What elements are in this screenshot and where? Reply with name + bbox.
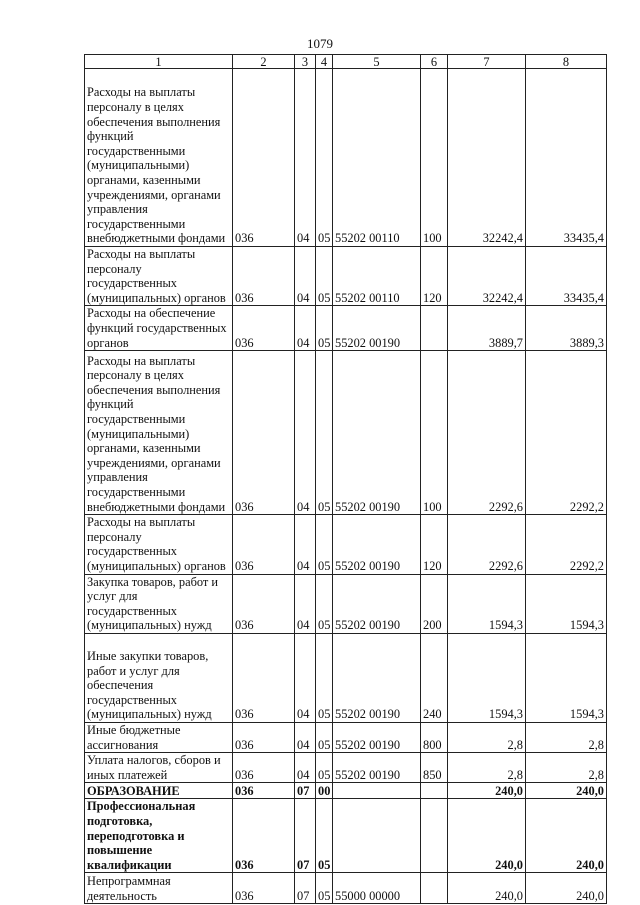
column-header: 4 <box>316 55 333 69</box>
row-target-article: 55202 00190 <box>333 306 421 351</box>
row-amount-year1: 32242,4 <box>448 247 526 306</box>
row-subsection: 05 <box>316 69 333 247</box>
row-expense-type <box>421 873 448 904</box>
column-header: 8 <box>526 55 607 69</box>
row-subsection: 05 <box>316 574 333 633</box>
row-name: Расходы на выплаты персоналу в целях обеспечения выполнения функций государственными (муниципальными) органами, казенными учреждениями, органами управления государственными внебюджетными фондами <box>85 69 233 247</box>
row-expense-type: 120 <box>421 515 448 574</box>
row-grbs: 036 <box>233 753 295 783</box>
table-row <box>85 306 607 351</box>
table-row <box>85 69 607 247</box>
row-amount-year2: 1594,3 <box>526 574 607 633</box>
row-expense-type: 850 <box>421 753 448 783</box>
row-target-article: 55202 00190 <box>333 351 421 515</box>
row-name: Расходы на выплаты персоналу в целях обеспечения выполнения функций государственными (муниципальными) органами, казенными учреждениями, органами управления государственными внебюджетными фондами <box>85 351 233 515</box>
column-header: 1 <box>85 55 233 69</box>
row-amount-year1: 2292,6 <box>448 515 526 574</box>
row-section: 04 <box>295 351 316 515</box>
row-amount-year2: 1594,3 <box>526 633 607 722</box>
column-header: 7 <box>448 55 526 69</box>
row-name: Иные бюджетные ассигнования <box>85 722 233 752</box>
row-amount-year2: 2,8 <box>526 722 607 752</box>
row-amount-year1: 2292,6 <box>448 351 526 515</box>
row-subsection: 05 <box>316 633 333 722</box>
row-expense-type: 100 <box>421 351 448 515</box>
table-row <box>85 247 607 306</box>
table-row <box>85 753 607 783</box>
row-target-article: 55202 00190 <box>333 515 421 574</box>
row-subsection: 05 <box>316 753 333 783</box>
column-header-row <box>85 55 607 69</box>
row-subsection: 00 <box>316 783 333 799</box>
row-target-article <box>333 783 421 799</box>
row-grbs: 036 <box>233 515 295 574</box>
budget-table <box>84 54 607 904</box>
column-header: 2 <box>233 55 295 69</box>
row-expense-type <box>421 306 448 351</box>
row-name: Расходы на выплаты персоналу государственных (муниципальных) органов <box>85 247 233 306</box>
row-expense-type: 800 <box>421 722 448 752</box>
table-row <box>85 515 607 574</box>
row-name: Закупка товаров, работ и услуг для государственных (муниципальных) нужд <box>85 574 233 633</box>
row-section: 04 <box>295 515 316 574</box>
row-amount-year2: 2292,2 <box>526 515 607 574</box>
row-expense-type: 200 <box>421 574 448 633</box>
row-name: Уплата налогов, сборов и иных платежей <box>85 753 233 783</box>
row-amount-year2: 33435,4 <box>526 247 607 306</box>
row-section: 04 <box>295 306 316 351</box>
row-amount-year2: 240,0 <box>526 873 607 904</box>
row-section: 07 <box>295 799 316 873</box>
row-name: ОБРАЗОВАНИЕ <box>85 783 233 799</box>
row-subsection: 05 <box>316 873 333 904</box>
row-expense-type <box>421 783 448 799</box>
row-amount-year2: 3889,3 <box>526 306 607 351</box>
row-amount-year1: 240,0 <box>448 783 526 799</box>
row-amount-year1: 240,0 <box>448 873 526 904</box>
row-amount-year1: 32242,4 <box>448 69 526 247</box>
row-amount-year1: 2,8 <box>448 722 526 752</box>
row-subsection: 05 <box>316 722 333 752</box>
row-target-article: 55202 00110 <box>333 69 421 247</box>
row-target-article: 55202 00190 <box>333 753 421 783</box>
column-header: 6 <box>421 55 448 69</box>
page-number: 1079 <box>307 36 333 51</box>
row-amount-year1: 2,8 <box>448 753 526 783</box>
row-target-article: 55202 00110 <box>333 247 421 306</box>
row-section: 04 <box>295 69 316 247</box>
row-expense-type: 120 <box>421 247 448 306</box>
row-amount-year2: 240,0 <box>526 783 607 799</box>
table-row <box>85 799 607 873</box>
row-subsection: 05 <box>316 306 333 351</box>
row-target-article <box>333 799 421 873</box>
row-name: Непрограммная деятельность <box>85 873 233 904</box>
row-grbs: 036 <box>233 69 295 247</box>
row-amount-year2: 33435,4 <box>526 69 607 247</box>
row-subsection: 05 <box>316 247 333 306</box>
row-section: 04 <box>295 247 316 306</box>
row-name: Иные закупки товаров, работ и услуг для обеспечения государственных (муниципальных) нужд <box>85 633 233 722</box>
table-row <box>85 722 607 752</box>
row-grbs: 036 <box>233 722 295 752</box>
row-name: Расходы на выплаты персоналу государственных (муниципальных) органов <box>85 515 233 574</box>
row-expense-type: 240 <box>421 633 448 722</box>
row-grbs: 036 <box>233 873 295 904</box>
row-target-article: 55202 00190 <box>333 633 421 722</box>
row-section: 04 <box>295 753 316 783</box>
row-target-article: 55000 00000 <box>333 873 421 904</box>
table-row <box>85 574 607 633</box>
row-section: 07 <box>295 873 316 904</box>
row-subsection: 05 <box>316 351 333 515</box>
row-name: Расходы на обеспечение функций государственных органов <box>85 306 233 351</box>
row-section: 04 <box>295 722 316 752</box>
row-target-article: 55202 00190 <box>333 722 421 752</box>
row-name: Профессиональная подготовка, переподготовка и повышение квалификации <box>85 799 233 873</box>
row-grbs: 036 <box>233 351 295 515</box>
row-amount-year1: 1594,3 <box>448 574 526 633</box>
row-amount-year1: 3889,7 <box>448 306 526 351</box>
row-section: 07 <box>295 783 316 799</box>
row-grbs: 036 <box>233 633 295 722</box>
table-row <box>85 351 607 515</box>
column-header: 3 <box>295 55 316 69</box>
row-grbs: 036 <box>233 574 295 633</box>
table-row <box>85 633 607 722</box>
row-amount-year2: 240,0 <box>526 799 607 873</box>
row-amount-year1: 1594,3 <box>448 633 526 722</box>
row-amount-year2: 2292,2 <box>526 351 607 515</box>
row-section: 04 <box>295 574 316 633</box>
table-row <box>85 783 607 799</box>
row-subsection: 05 <box>316 515 333 574</box>
row-grbs: 036 <box>233 799 295 873</box>
row-grbs: 036 <box>233 306 295 351</box>
row-target-article: 55202 00190 <box>333 574 421 633</box>
row-amount-year1: 240,0 <box>448 799 526 873</box>
row-expense-type <box>421 799 448 873</box>
row-grbs: 036 <box>233 783 295 799</box>
table-row <box>85 873 607 904</box>
row-subsection: 05 <box>316 799 333 873</box>
row-section: 04 <box>295 633 316 722</box>
row-amount-year2: 2,8 <box>526 753 607 783</box>
row-expense-type: 100 <box>421 69 448 247</box>
row-grbs: 036 <box>233 247 295 306</box>
column-header: 5 <box>333 55 421 69</box>
